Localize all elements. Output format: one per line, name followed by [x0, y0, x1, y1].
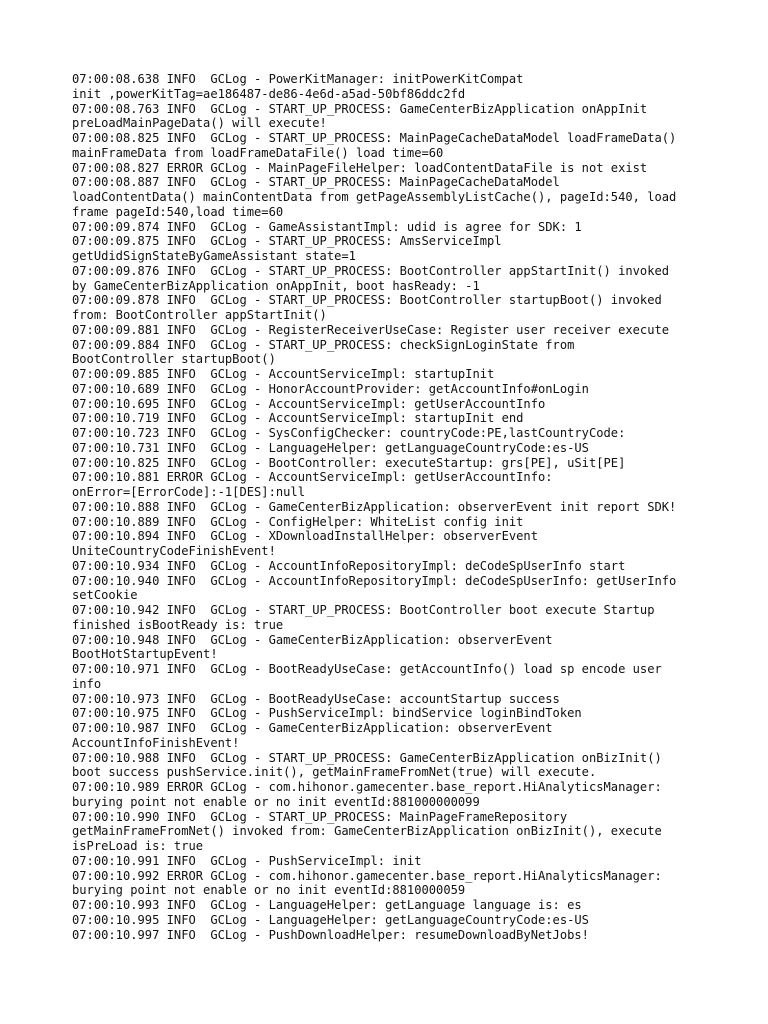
log-line: 07:00:10.888 INFO GCLog - GameCenterBizApplication: observerEvent init report SDK! — [72, 499, 677, 514]
log-line: 07:00:10.995 INFO GCLog - LanguageHelper: getLanguageCountryCode:es-US — [72, 912, 589, 927]
log-line: 07:00:10.889 INFO GCLog - ConfigHelper: WhiteList config init — [72, 514, 524, 529]
log-line: from: BootController appStartInit() — [72, 308, 327, 322]
log-line: 07:00:09.875 INFO GCLog - START_UP_PROCESS: AmsServiceImpl — [72, 234, 502, 249]
log-line: 07:00:08.827 ERROR GCLog - MainPageFileHelper: loadContentDataFile is not exist — [72, 160, 648, 175]
log-line: 07:00:10.825 INFO GCLog - BootController: executeStartup: grs[PE], uSit[PE] — [72, 455, 626, 470]
log-line: 07:00:10.990 INFO GCLog - START_UP_PROCESS: MainPageFrameRepository — [72, 809, 568, 824]
log-line: 07:00:09.885 INFO GCLog - AccountServiceImpl: startupInit — [72, 367, 495, 381]
log-line: by GameCenterBizApplication onAppInit, boot hasReady: -1 — [72, 278, 480, 293]
log-line: onError=[ErrorCode]:-1[DES]:null — [72, 485, 305, 499]
log-line: 07:00:10.689 INFO GCLog - HonorAccountProvider: getAccountInfo#onLogin — [72, 381, 589, 396]
log-line: info — [72, 676, 102, 691]
log-line: 07:00:10.934 INFO GCLog - AccountInfoRepositoryImpl: deCodeSpUserInfo start — [72, 558, 626, 573]
log-line: 07:00:10.989 ERROR GCLog - com.hihonor.gamecenter.base_report.HiAnalyticsManager: — [72, 780, 662, 794]
log-line: 07:00:08.638 INFO GCLog - PowerKitManager: initPowerKitCompat — [72, 72, 524, 86]
log-line: 07:00:10.973 INFO GCLog - BootReadyUseCase: accountStartup success — [72, 691, 560, 706]
log-line: 07:00:10.971 INFO GCLog - BootReadyUseCase: getAccountInfo() load sp encode user — [72, 662, 662, 676]
log-line: 07:00:10.948 INFO GCLog - GameCenterBizApplication: observerEvent — [72, 632, 553, 647]
log-line: 07:00:10.942 INFO GCLog - START_UP_PROCESS: BootController boot execute Startup — [72, 603, 655, 617]
log-line: frame pageId:540,load time=60 — [72, 204, 284, 219]
log-line: 07:00:10.731 INFO GCLog - LanguageHelper: getLanguageCountryCode:es-US — [72, 440, 589, 455]
log-line: burying point not enable or no init eventId:8810000059 — [72, 883, 466, 898]
log-line: setCookie — [72, 588, 138, 603]
log-line: AccountInfoFinishEvent! — [72, 735, 240, 750]
log-line: 07:00:10.987 INFO GCLog - GameCenterBizApplication: observerEvent — [72, 721, 553, 735]
log-line: loadContentData() mainContentData from getPageAssemblyListCache(), pageId:540, load — [72, 190, 677, 204]
log-line: 07:00:10.881 ERROR GCLog - AccountServiceImpl: getUserAccountInfo: — [72, 470, 553, 485]
log-line: 07:00:10.695 INFO GCLog - AccountServiceImpl: getUserAccountInfo — [72, 396, 546, 411]
log-line: 07:00:10.940 INFO GCLog - AccountInfoRepositoryImpl: deCodeSpUserInfo: getUserInfo — [72, 573, 677, 588]
log-line: init ,powerKitTag=ae186487-de86-4e6d-a5ad-50bf86ddc2fd — [72, 86, 466, 101]
log-line: BootController startupBoot() — [72, 352, 276, 367]
log-line: 07:00:10.997 INFO GCLog - PushDownloadHelper: resumeDownloadByNetJobs! — [72, 927, 589, 942]
log-line: 07:00:10.992 ERROR GCLog - com.hihonor.gamecenter.base_report.HiAnalyticsManager: — [72, 868, 662, 883]
log-line: 07:00:09.884 INFO GCLog - START_UP_PROCESS: checkSignLoginState from — [72, 337, 575, 352]
log-line: 07:00:08.825 INFO GCLog - START_UP_PROCESS: MainPageCacheDataModel loadFrameData() — [72, 131, 677, 145]
log-line: BootHotStartupEvent! — [72, 647, 218, 662]
log-line: getMainFrameFromNet() invoked from: GameCenterBizApplication onBizInit(), execute — [72, 824, 662, 839]
log-text-block — [72, 72, 712, 942]
log-line: UniteCountryCodeFinishEvent! — [72, 544, 276, 558]
log-line: 07:00:09.881 INFO GCLog - RegisterReceiverUseCase: Register user receiver execute — [72, 322, 670, 337]
log-line: 07:00:10.991 INFO GCLog - PushServiceImpl: init — [72, 853, 422, 868]
log-line: 07:00:10.719 INFO GCLog - AccountServiceImpl: startupInit end — [72, 411, 524, 426]
log-line: burying point not enable or no init eventId:881000000099 — [72, 794, 480, 809]
log-line: 07:00:08.887 INFO GCLog - START_UP_PROCESS: MainPageCacheDataModel — [72, 175, 560, 190]
log-line: 07:00:10.975 INFO GCLog - PushServiceImpl: bindService loginBindToken — [72, 706, 582, 721]
log-line: preLoadMainPageData() will execute! — [72, 116, 327, 131]
log-line: 07:00:10.988 INFO GCLog - START_UP_PROCESS: GameCenterBizApplication onBizInit() — [72, 750, 662, 765]
log-line: 07:00:10.723 INFO GCLog - SysConfigChecker: countryCode:PE,lastCountryCode: — [72, 426, 626, 440]
log-line: 07:00:09.874 INFO GCLog - GameAssistantImpl: udid is agree for SDK: 1 — [72, 219, 582, 234]
log-line: mainFrameData from loadFrameDataFile() load time=60 — [72, 145, 444, 160]
log-line: boot success pushService.init(), getMainFrameFromNet(true) will execute. — [72, 765, 597, 780]
document-page — [72, 72, 712, 942]
log-line: getUdidSignStateByGameAssistant state=1 — [72, 249, 356, 263]
log-line: 07:00:09.876 INFO GCLog - START_UP_PROCESS: BootController appStartInit() invoked — [72, 263, 670, 278]
log-line: 07:00:09.878 INFO GCLog - START_UP_PROCESS: BootController startupBoot() invoked — [72, 293, 662, 308]
log-line: isPreLoad is: true — [72, 839, 204, 853]
log-line: 07:00:10.993 INFO GCLog - LanguageHelper: getLanguage language is: es — [72, 898, 582, 912]
log-line: finished isBootReady is: true — [72, 617, 284, 632]
log-line: 07:00:08.763 INFO GCLog - START_UP_PROCESS: GameCenterBizApplication onAppInit — [72, 101, 648, 116]
log-line: 07:00:10.894 INFO GCLog - XDownloadInstallHelper: observerEvent — [72, 529, 538, 544]
